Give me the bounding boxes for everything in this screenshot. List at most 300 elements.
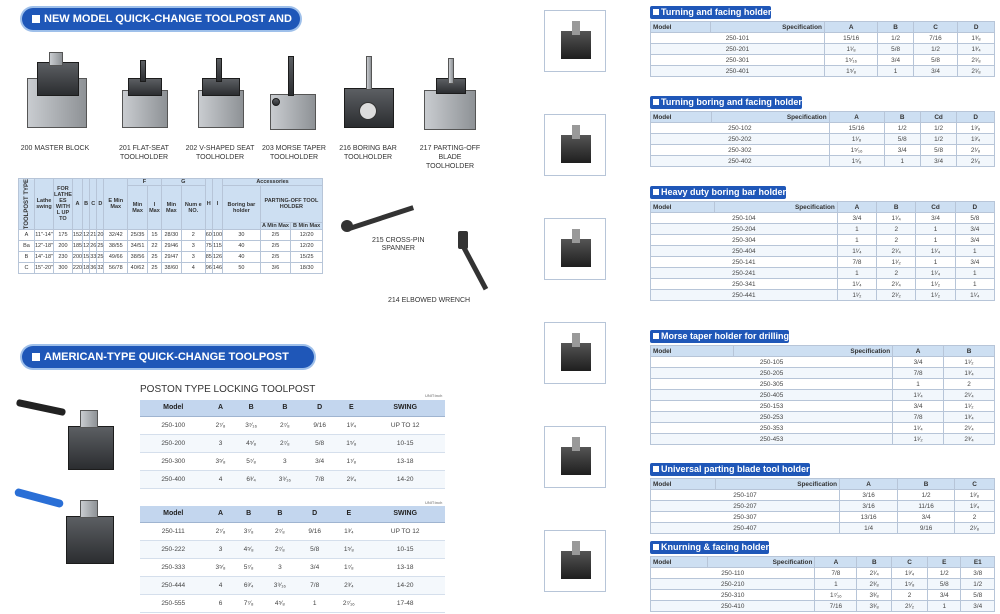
for-lathe-header: FOR LATHE ES WITH L UP TO: [53, 179, 72, 230]
table-cell: 250-304: [651, 235, 838, 246]
table-cell: 250-404: [651, 246, 838, 257]
table-cell: 1⁵⁄₁₆: [824, 55, 878, 66]
table-cell: 1⁷⁄₈: [337, 452, 365, 470]
table-cell: 5/8: [297, 540, 332, 558]
acc-cell: A: [19, 230, 35, 241]
table-cell: 1¹⁄₄: [877, 213, 916, 224]
table-cell: 1: [916, 224, 955, 235]
table-cell: 3/16: [840, 501, 898, 512]
product-label: TOOLHOLDER: [119, 154, 169, 161]
col-header: C: [913, 22, 957, 33]
table-row: [651, 523, 995, 534]
acc-cell: 14"-18": [35, 252, 54, 263]
table-cell: 250-300: [140, 452, 206, 470]
acc-cell: 12/20: [291, 241, 323, 252]
square-icon: [653, 99, 659, 105]
table-cell: 250-305: [651, 379, 893, 390]
table-cell: 5⁷⁄₈: [235, 452, 268, 470]
col-a-header: A: [72, 179, 82, 230]
spec-header: Specification: [710, 22, 824, 33]
table-cell: 1³⁄₄: [892, 568, 928, 579]
table-cell: UP TO 12: [365, 416, 445, 434]
table-cell: 3: [263, 558, 297, 576]
table-cell: 2¹⁄₄: [944, 423, 995, 434]
col-b-header: B: [83, 179, 90, 230]
boring-bar-image: [332, 48, 404, 140]
table-cell: 1³⁄₄: [332, 522, 365, 540]
table-row: [651, 123, 995, 134]
table-cell: 1/2: [920, 134, 956, 145]
table-cell: 250-222: [140, 540, 206, 558]
acc-cell: 32: [97, 263, 104, 274]
table-cell: 250-207: [651, 501, 840, 512]
table-cell: 1¹⁄₂: [893, 434, 944, 445]
acc-cell: 34/51: [128, 241, 148, 252]
table-cell: 7⁷⁄₈: [235, 594, 263, 612]
table-cell: 2¹⁄₄: [877, 279, 916, 290]
acc-cell: 200: [53, 241, 72, 252]
table-cell: 250-202: [651, 134, 830, 145]
acc-cell: 25: [148, 263, 162, 274]
table-cell: 3: [206, 434, 234, 452]
col-header: Cd: [916, 202, 955, 213]
acc-cell: 22: [148, 241, 162, 252]
table-cell: 250-100: [140, 416, 206, 434]
holder-title-text: Heavy duty boring bar holder: [661, 187, 787, 197]
v-seat-image: [184, 48, 256, 140]
table-cell: 1/2: [961, 579, 995, 590]
table-cell: 1/4: [840, 523, 898, 534]
table-cell: 5/8: [961, 590, 995, 601]
table-cell: 4⁵⁄₈: [235, 434, 268, 452]
acc-cell: 115: [212, 241, 222, 252]
table-cell: 2⁷⁄₈: [206, 522, 234, 540]
table-cell: 2⁷⁄₈: [263, 540, 297, 558]
table-cell: 3³⁄₈: [857, 590, 892, 601]
table-cell: 1¹⁄₄: [893, 423, 944, 434]
table-cell: 1¹⁄₂: [916, 290, 955, 301]
table-cell: 1: [884, 156, 920, 167]
boring-header: Boring bar holder: [223, 186, 261, 230]
acc-cell: B: [19, 252, 35, 263]
table-row: [651, 501, 995, 512]
parting-holder-image: [544, 426, 606, 488]
f-i-header: I Max: [148, 186, 162, 230]
holder-table: [650, 478, 995, 534]
elbowed-wrench-image: [410, 225, 500, 295]
table-row: [140, 470, 445, 488]
square-icon: [653, 544, 659, 550]
table-cell: 1¹⁄₂: [916, 279, 955, 290]
table-cell: 1: [837, 235, 876, 246]
holder-table: [650, 21, 995, 77]
table-cell: 1: [955, 279, 994, 290]
table-cell: 3/4: [878, 55, 913, 66]
table-cell: 3/4: [920, 156, 956, 167]
table-cell: 5/8: [302, 434, 337, 452]
acc-cell: 18/30: [291, 263, 323, 274]
table-cell: 1/2: [928, 568, 961, 579]
col-header: B: [877, 202, 916, 213]
table-cell: 1³⁄₄: [957, 134, 995, 145]
table-cell: 250-307: [651, 512, 840, 523]
heavy-boring-holder-image: [544, 218, 606, 280]
table-row: [651, 55, 995, 66]
table-cell: 3/4: [302, 452, 337, 470]
col-header: D: [297, 506, 332, 522]
table-cell: 5⁷⁄₈: [235, 558, 263, 576]
acc-cell: 2/5: [260, 241, 290, 252]
acc-cell: 56/78: [104, 263, 128, 274]
table-cell: 2: [877, 268, 916, 279]
table-cell: 7/8: [837, 257, 876, 268]
table-cell: 4: [206, 470, 234, 488]
table-row: [651, 134, 995, 145]
col-header: B: [235, 506, 263, 522]
product-master-block: [15, 48, 95, 153]
table-cell: 250-102: [651, 123, 830, 134]
col-header: SWING: [365, 506, 445, 522]
col-header: A: [824, 22, 878, 33]
col-header: D: [958, 22, 995, 33]
col-header: Model: [140, 506, 206, 522]
table-cell: 2¹⁄₄: [944, 390, 995, 401]
table-cell: 17-48: [365, 594, 445, 612]
table-cell: 2: [877, 235, 916, 246]
table-cell: 250-153: [651, 401, 893, 412]
col-header: Cd: [920, 112, 956, 123]
table-cell: 7/8: [302, 470, 337, 488]
table-cell: 250-301: [651, 55, 825, 66]
table-cell: 3⁵⁄₈: [206, 452, 234, 470]
acc-row: [19, 241, 323, 252]
table-cell: 9/16: [297, 522, 332, 540]
model-header: Model: [651, 479, 716, 490]
table-cell: 3³⁄₈: [857, 601, 892, 612]
table-cell: 2¹⁄₂: [877, 290, 916, 301]
table-cell: 11/16: [898, 501, 955, 512]
table-row: [651, 434, 995, 445]
table-cell: 2¹⁄₈: [958, 66, 995, 77]
acc-cell: 2/5: [260, 230, 290, 241]
acc-cell: 146: [212, 263, 222, 274]
parting-a-header: A Min Max: [262, 223, 289, 230]
square-icon: [653, 189, 659, 195]
table-cell: 250-201: [651, 44, 825, 55]
table-cell: 2⁷⁄₁₆: [332, 594, 365, 612]
table-cell: 250-107: [651, 490, 840, 501]
acc-cell: 126: [212, 252, 222, 263]
acc-cell: 40/62: [128, 263, 148, 274]
accessories-header: Accessories: [223, 179, 323, 186]
acc-cell: 300: [53, 263, 72, 274]
col-header: B: [898, 479, 955, 490]
table-cell: 3⁷⁄₁₆: [235, 416, 268, 434]
acc-cell: 38/56: [128, 252, 148, 263]
banner-text: NEW MODEL QUICK-CHANGE TOOLPOST AND HOLDERS: [32, 13, 292, 47]
table-row: [140, 434, 445, 452]
col-e-header: E Min Max: [104, 179, 128, 230]
table-cell: 7/8: [297, 576, 332, 594]
acc-cell: 21: [90, 230, 97, 241]
poston-table: [140, 400, 445, 489]
table-cell: 3/4: [898, 512, 955, 523]
product-label: 200 MASTER BLOCK: [20, 145, 90, 152]
table-cell: 3/4: [893, 357, 944, 368]
acc-cell: 30: [223, 230, 261, 241]
accessories-table: [18, 178, 323, 274]
table-cell: 1: [955, 246, 994, 257]
holder-table: [650, 201, 995, 301]
table-cell: 6: [206, 594, 234, 612]
table-row: [651, 379, 995, 390]
table-cell: 2³⁄₄: [944, 434, 995, 445]
square-icon: [653, 466, 659, 472]
square-icon: [32, 353, 40, 361]
spanner-label-2: SPANNER: [381, 245, 415, 252]
table-cell: 1¹⁄₂: [877, 257, 916, 268]
table-cell: 3/8: [961, 568, 995, 579]
american-table: [140, 506, 445, 613]
table-cell: 7/16: [815, 601, 857, 612]
table-cell: 5/8: [878, 44, 913, 55]
american-unit: UNIT:inch: [425, 500, 443, 505]
table-cell: 3: [268, 452, 302, 470]
table-cell: 250-104: [651, 213, 838, 224]
acc-cell: 220: [72, 263, 82, 274]
col-header: B: [263, 506, 297, 522]
spec-header: Specification: [712, 112, 829, 123]
holder-title: [650, 541, 769, 554]
holder-title: [650, 330, 789, 343]
table-cell: 2¹⁄₄: [857, 568, 892, 579]
table-cell: 1¹⁄₂: [837, 290, 876, 301]
table-cell: 1: [916, 235, 955, 246]
table-cell: 250-400: [140, 470, 206, 488]
acc-cell: 152: [72, 230, 82, 241]
col-header: A: [837, 202, 876, 213]
acc-cell: 175: [53, 230, 72, 241]
table-cell: 250-555: [140, 594, 206, 612]
table-cell: 250-200: [140, 434, 206, 452]
table-cell: 1³⁄₈: [958, 33, 995, 44]
table-cell: 3/4: [913, 66, 957, 77]
col-i-header: I: [212, 179, 222, 230]
square-icon: [653, 333, 659, 339]
table-cell: 1¹⁄₄: [893, 390, 944, 401]
table-row: [651, 213, 995, 224]
table-cell: 250-101: [651, 33, 825, 44]
acc-cell: 12: [83, 230, 90, 241]
table-cell: 1¹⁄₈: [824, 44, 878, 55]
col-header: E: [332, 506, 365, 522]
table-row: [140, 452, 445, 470]
table-cell: 1¹⁄₄: [837, 279, 876, 290]
acc-cell: 26: [90, 241, 97, 252]
col-header: B: [884, 112, 920, 123]
table-cell: 1: [916, 257, 955, 268]
american-toolpost-image: [10, 488, 120, 568]
table-row: [140, 576, 445, 594]
col-header: E: [928, 557, 961, 568]
table-cell: 1¹⁄₄: [955, 290, 994, 301]
table-cell: 7/16: [913, 33, 957, 44]
col-c-header: C: [90, 179, 97, 230]
product-flat-seat: [104, 48, 184, 162]
acc-cell: 230: [53, 252, 72, 263]
table-cell: 1¹⁄₄: [916, 246, 955, 257]
col-header: A: [829, 112, 884, 123]
acc-cell: 60: [205, 230, 212, 241]
table-cell: 1: [297, 594, 332, 612]
table-row: [651, 235, 995, 246]
col-header: A: [840, 479, 898, 490]
poston-toolpost-image: [10, 398, 120, 474]
table-cell: 250-333: [140, 558, 206, 576]
holder-title: [650, 463, 810, 476]
table-cell: 250-111: [140, 522, 206, 540]
table-row: [140, 522, 445, 540]
table-cell: 2¹⁄₈: [957, 145, 995, 156]
table-cell: 1: [893, 379, 944, 390]
acc-cell: 15"-20": [35, 263, 54, 274]
table-cell: 250-205: [651, 368, 893, 379]
table-cell: 1³⁄₄: [944, 412, 995, 423]
table-cell: 3⁹⁄₁₆: [268, 470, 302, 488]
acc-cell: 15: [83, 252, 90, 263]
table-cell: 1³⁄₄: [944, 368, 995, 379]
table-cell: 250-353: [651, 423, 893, 434]
table-cell: UP TO 12: [365, 522, 445, 540]
table-cell: 5/8: [920, 145, 956, 156]
table-cell: 2⁷⁄₈: [206, 416, 234, 434]
table-row: [651, 423, 995, 434]
poston-title: POSTON TYPE LOCKING TOOLPOST: [140, 384, 316, 395]
new-model-banner: [22, 8, 300, 47]
acc-cell: Ba: [19, 241, 35, 252]
table-cell: 1³⁄₈: [957, 123, 995, 134]
holder-table: [650, 345, 995, 445]
table-row: [651, 401, 995, 412]
table-row: [651, 224, 995, 235]
table-cell: 1: [837, 268, 876, 279]
table-cell: 250-341: [651, 279, 838, 290]
col-header: B: [268, 400, 302, 416]
table-cell: 250-204: [651, 224, 838, 235]
product-label: TOOLHOLDER: [343, 154, 393, 161]
acc-row: [19, 230, 323, 241]
product-parting-off: [408, 48, 492, 171]
col-header: B: [235, 400, 268, 416]
american-banner: [22, 346, 314, 385]
table-cell: 2¹⁄₄: [877, 246, 916, 257]
table-cell: 1³⁄₈: [955, 490, 995, 501]
acc-cell: 49/66: [104, 252, 128, 263]
table-cell: 3⁹⁄₁₆: [263, 576, 297, 594]
col-header: E1: [961, 557, 995, 568]
table-cell: 1⁵⁄₈: [337, 434, 365, 452]
master-block-image: [19, 48, 91, 140]
acc-cell: 85: [205, 252, 212, 263]
model-header: Model: [651, 22, 711, 33]
table-cell: 250-402: [651, 156, 830, 167]
col-header: D: [957, 112, 995, 123]
table-cell: 1³⁄₄: [955, 501, 995, 512]
spec-header: Specification: [716, 479, 840, 490]
table-cell: 1/2: [913, 44, 957, 55]
table-cell: 10-15: [365, 540, 445, 558]
table-cell: 1³⁄₄: [337, 416, 365, 434]
holder-title-text: Morse taper holder for drilling: [661, 331, 790, 341]
boring-facing-holder-image: [544, 114, 606, 176]
col-header: C: [892, 557, 928, 568]
holder-table: [650, 556, 995, 612]
acc-cell: 20: [97, 230, 104, 241]
table-row: [140, 540, 445, 558]
holder-title-text: Turning boring and facing holder: [661, 97, 802, 107]
acc-cell: 50: [223, 263, 261, 274]
product-label: 217 PARTING-OFF BLADE: [419, 145, 481, 161]
acc-cell: 3: [181, 241, 205, 252]
table-cell: 5/8: [913, 55, 957, 66]
table-cell: 3: [206, 540, 234, 558]
poston-unit: UNIT:inch: [425, 393, 443, 398]
table-cell: 2³⁄₄: [337, 470, 365, 488]
model-header: Model: [651, 202, 715, 213]
table-row: [651, 390, 995, 401]
banner-text: AMERICAN-TYPE QUICK-CHANGE TOOLPOST AND HOLDERS: [32, 351, 289, 385]
table-cell: 13-18: [365, 558, 445, 576]
acc-cell: 100: [212, 230, 222, 241]
col-header: B: [944, 346, 995, 357]
table-row: [651, 512, 995, 523]
table-cell: 250-253: [651, 412, 893, 423]
g-min-header: Min Max: [161, 186, 181, 230]
acc-cell: 25: [97, 241, 104, 252]
g-num-header: Num e NO.: [181, 186, 205, 230]
acc-cell: 25/35: [128, 230, 148, 241]
table-cell: 2³⁄₄: [332, 576, 365, 594]
table-cell: 2⁷⁄₈: [263, 522, 297, 540]
table-cell: 10-15: [365, 434, 445, 452]
product-morse-taper: [254, 48, 334, 162]
table-cell: 9/16: [898, 523, 955, 534]
acc-cell: 12/20: [291, 230, 323, 241]
table-cell: 1/2: [898, 490, 955, 501]
table-cell: 1¹⁄₈: [829, 134, 884, 145]
table-cell: 1: [878, 66, 913, 77]
col-header: A: [206, 506, 234, 522]
table-cell: 1⁵⁄₈: [824, 66, 878, 77]
col-header: A: [893, 346, 944, 357]
table-row: [651, 156, 995, 167]
table-cell: 1⁵⁄₁₆: [829, 145, 884, 156]
table-cell: 14-20: [365, 470, 445, 488]
table-cell: 2¹⁄₈: [957, 156, 995, 167]
table-cell: 1¹⁄₂: [944, 401, 995, 412]
spec-header: Specification: [715, 202, 838, 213]
acc-cell: 3: [181, 252, 205, 263]
f-min-header: Min Max: [128, 186, 148, 230]
table-row: [651, 145, 995, 156]
table-row: [651, 601, 995, 612]
table-cell: 4⁵⁄₈: [263, 594, 297, 612]
col-header: SWING: [365, 400, 445, 416]
spec-header: Specification: [707, 557, 815, 568]
model-header: Model: [651, 346, 734, 357]
holder-title-text: Turning and facing holder: [661, 7, 772, 17]
col-header: A: [206, 400, 234, 416]
